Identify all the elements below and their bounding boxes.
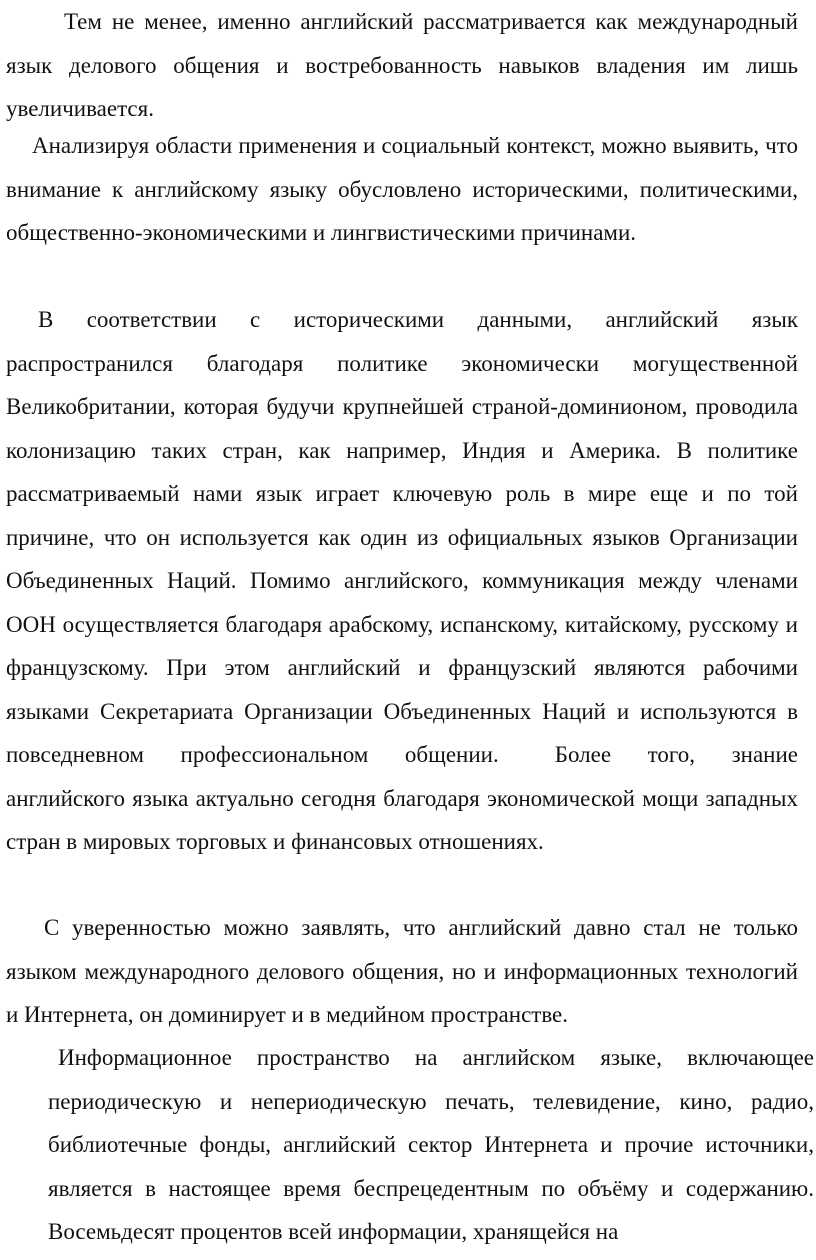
paragraph-5	[48, 1036, 814, 1254]
paragraph-1	[6, 0, 798, 131]
paragraph-1-text: Тем не менее, именно английский рассматривается как международный язык делового общения и востребованность навыков владения им лишь увеличивается.	[6, 9, 798, 121]
paragraph-3	[6, 298, 798, 864]
paragraph-3-text-before-gap: В соответствии с историческими данными, английский язык распространился благодаря политике экономически могущественной Великобритании, которая будучи крупнейшей страной-доминионом, проводила колонизацию таких стран, как например, Индия и Америка. В политике рассматриваемый нами язык играет ключевую роль в мире еще и по той причине, что он используется как один из официальных языков Организации Объединенных Наций. Помимо английского, коммуникация между членами ООН осуществляется благодаря арабскому, испанскому, китайскому, русскому и французскому. При этом английский и французский являются рабочими языками Секретариата Организации Объединенных Наций и используются в повседневном профессиональном общении.	[6, 307, 798, 767]
paragraph-2-text: Анализируя области применения и социальный контекст, можно выявить, что внимание к английскому языку обусловлено историческими, политическими, общественно-экономическими и лингвистическими причинами.	[6, 133, 798, 245]
paragraph-4	[6, 906, 798, 1037]
paragraph-5-text: Информационное пространство на английском языке, включающее периодическую и непериодическую печать, телевидение, кино, радио, библиотечные фонды, английский сектор Интернета и прочие источники, является в настоящее время беспрецедентным по объёму и содержанию. Восемьдесят процентов всей информации, хранящейся на	[48, 1045, 814, 1244]
paragraph-4-text: С уверенностью можно заявлять, что английский давно стал не только языком международного делового общения, но и информационных технологий и Интернета, он доминирует и в медийном пространстве.	[6, 915, 798, 1027]
paragraph-2	[6, 124, 798, 255]
paragraph-3-text-after-gap: Более того, знание английского языка актуально сегодня благодаря экономической мощи западных стран в мировых торговых и финансовых отношениях.	[6, 742, 798, 854]
